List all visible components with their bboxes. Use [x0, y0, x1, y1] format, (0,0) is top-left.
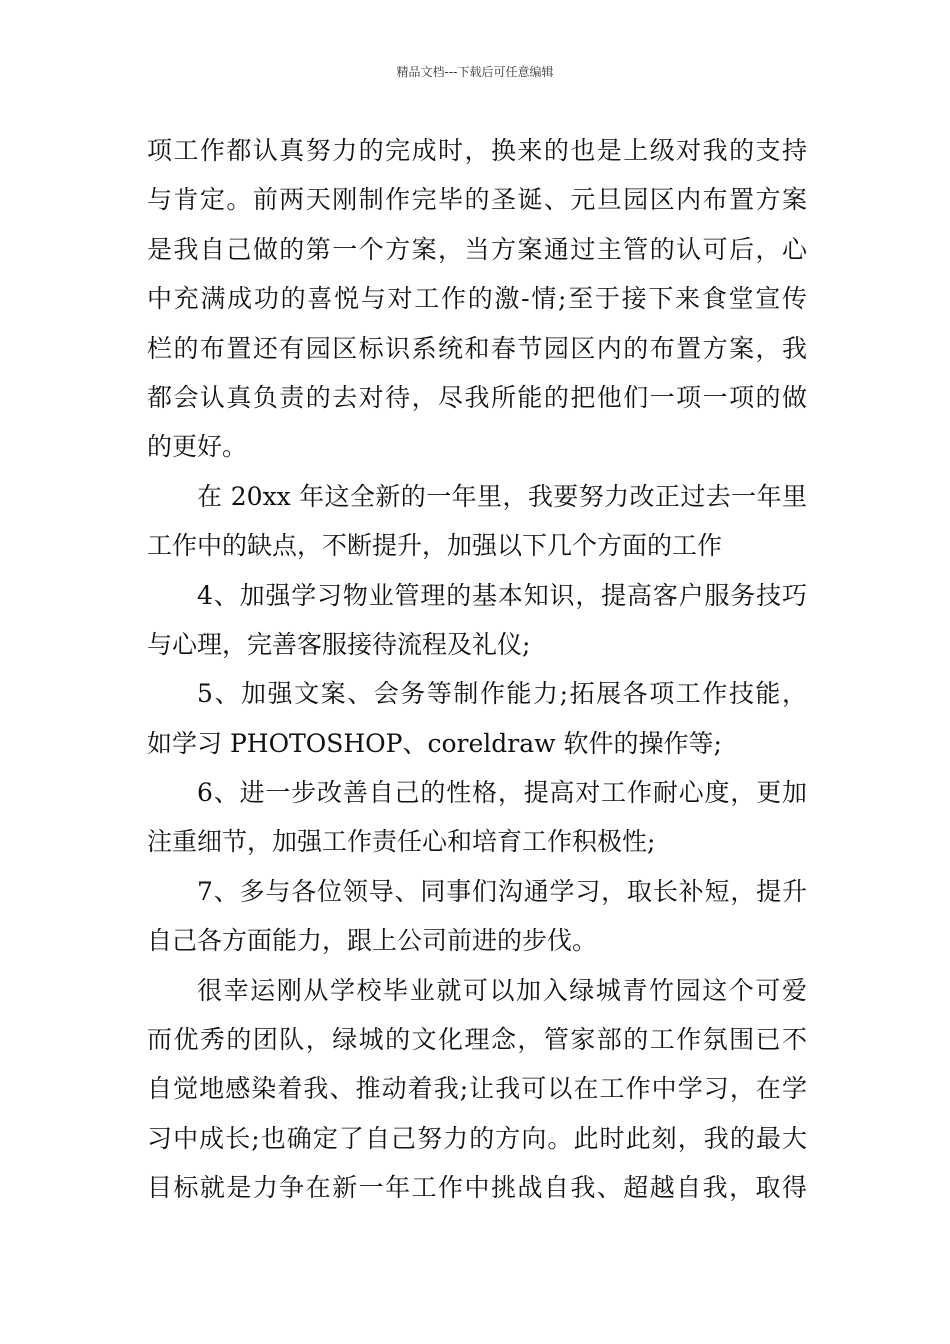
text-line: 栏的布置还有园区标识系统和春节园区内的布置方案，我 [147, 333, 807, 363]
text-line: 5、加强文案、会务等制作能力;拓展各项工作技能， [197, 679, 807, 709]
text-line: 与心理，完善客服接待流程及礼仪; [147, 629, 531, 659]
text-line: 项工作都认真努力的完成时，换来的也是上级对我的支持 [147, 136, 807, 165]
text-line: 是我自己做的第一个方案，当方案通过主管的认可后，心 [147, 234, 807, 264]
text-line: 而优秀的团队，绿城的文化理念，管家部的工作氛围已不 [147, 1025, 807, 1055]
text-line: 在 20xx 年这全新的一年里，我要努力改正过去一年里 [197, 481, 807, 511]
text-line: 6、进一步改善自己的性格，提高对工作耐心度，更加 [197, 778, 807, 808]
text-line: 自觉地感染着我、推动着我;让我可以在工作中学习，在学 [147, 1074, 807, 1104]
page-header: 精品文档---下载后可任意编辑 [396, 65, 554, 79]
text-line: 习中成长;也确定了自己努力的方向。此时此刻，我的最大 [147, 1123, 807, 1153]
text-line: 工作中的缺点，不断提升，加强以下几个方面的工作 [147, 531, 723, 561]
text-line: 如学习 PHOTOSHOP、coreldraw 软件的操作等; [147, 728, 722, 758]
text-line: 的更好。 [147, 432, 248, 462]
document-body [147, 126, 807, 1213]
text-line: 与肯定。前两天刚制作完毕的圣诞、元旦园区内布置方案 [147, 185, 807, 215]
text-line: 中充满成功的喜悦与对工作的激-情;至于接下来食堂宣传 [147, 284, 807, 314]
text-line: 自己各方面能力，跟上公司前进的步伐。 [147, 926, 598, 956]
text-line: 4、加强学习物业管理的基本知识，提高客户服务技巧 [197, 580, 807, 610]
text-line: 都会认真负责的去对待，尽我所能的把他们一项一项的做 [147, 382, 807, 412]
text-line: 7、多与各位领导、同事们沟通学习，取长补短，提升 [197, 876, 807, 906]
text-line: 注重细节，加强工作责任心和培育工作积极性; [147, 827, 656, 857]
text-line: 很幸运刚从学校毕业就可以加入绿城青竹园这个可爱 [197, 975, 807, 1005]
text-line: 目标就是力争在新一年工作中挑战自我、超越自我，取得 [147, 1173, 807, 1203]
